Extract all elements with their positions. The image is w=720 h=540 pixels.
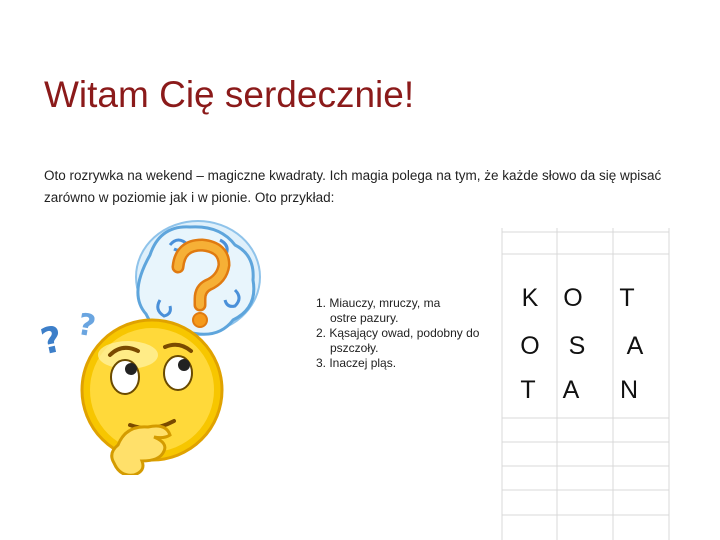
square-letter: O: [563, 284, 583, 312]
square-letter: A: [626, 332, 644, 360]
square-letter: A: [562, 376, 580, 404]
clue-list: [316, 296, 494, 371]
clue-line: 2. Kąsający owad, podobny do: [316, 326, 480, 340]
thinking-face-icon: [30, 205, 280, 475]
square-letter: T: [520, 376, 536, 404]
svg-text:?: ?: [74, 307, 99, 345]
clue-line: 3. Inaczej pląs.: [316, 356, 397, 370]
smiley-face-icon: [82, 320, 222, 475]
square-letter: N: [619, 376, 639, 404]
square-letter: T: [619, 284, 635, 312]
clue-line: pszczoły.: [330, 341, 379, 355]
svg-text:?: ?: [37, 318, 67, 364]
slide-title: Witam Cię serdecznie!: [44, 74, 415, 115]
question-marks-icon: [37, 307, 98, 363]
intro-text: Oto rozrywka na wekend – magiczne kwadraty. Ich magia polega na tym, że każde słowo da się wpisać zarówno w poziomie jak i w pionie. Oto przykład:: [44, 168, 662, 205]
square-letter: S: [568, 332, 586, 360]
square-letter: O: [520, 332, 540, 360]
square-letter: K: [521, 284, 539, 312]
clue-line: ostre pazury.: [330, 311, 399, 325]
clue-item: [316, 296, 494, 326]
clue-line: 1. Miauczy, mruczy, ma: [316, 296, 441, 310]
magic-square: [500, 228, 672, 540]
clue-item: [316, 326, 494, 356]
clue-item: [316, 356, 494, 371]
